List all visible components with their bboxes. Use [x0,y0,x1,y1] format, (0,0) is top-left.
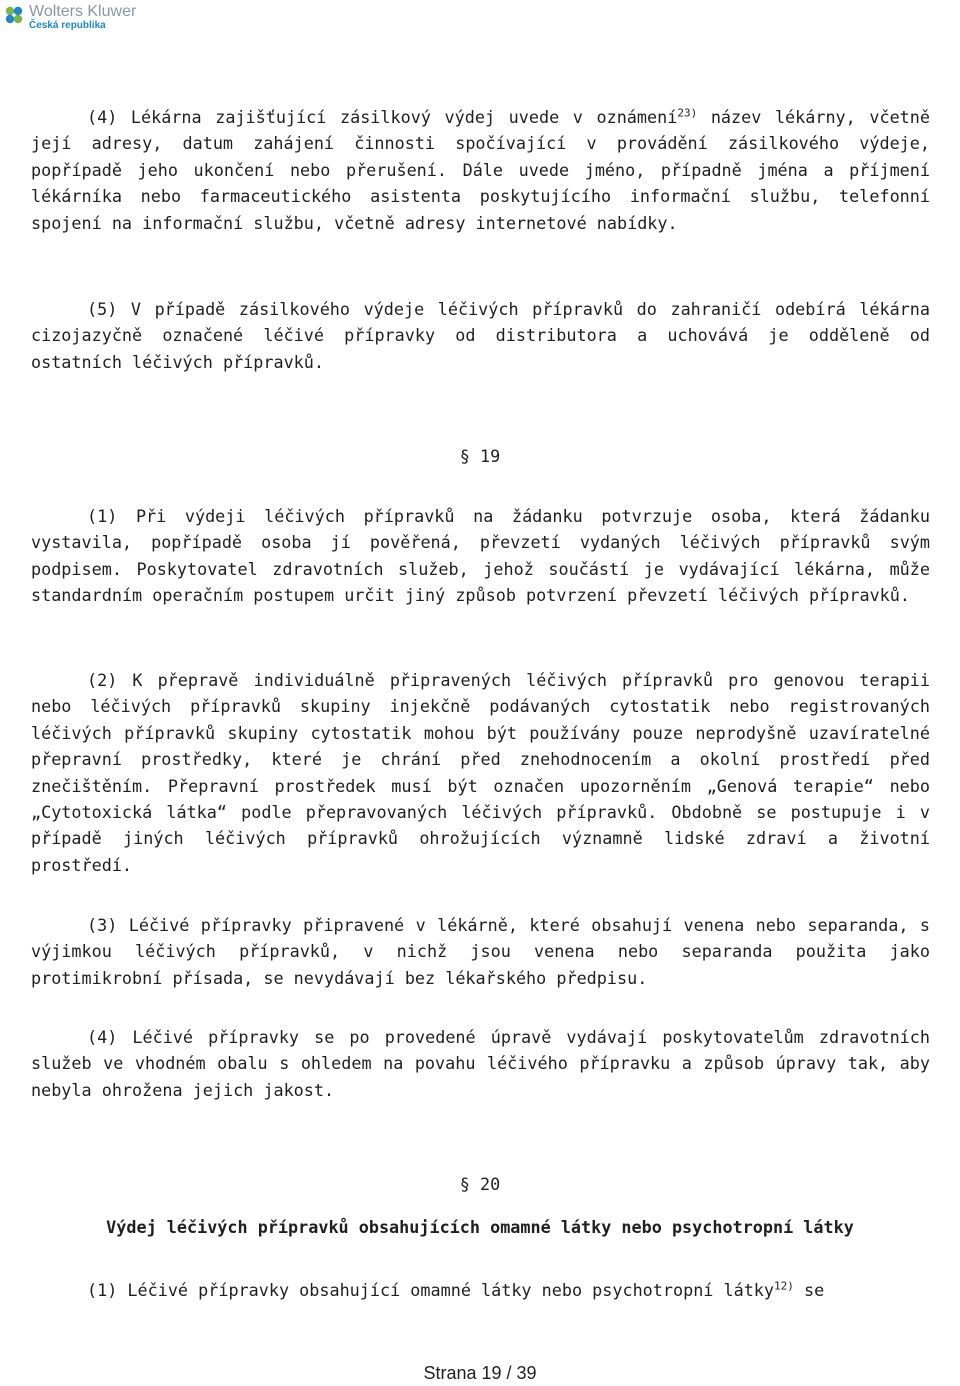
brand-name: Wolters Kluwer [29,3,137,20]
section-20-paragraph-1-text-a: (1) Léčivé přípravky obsahující omamné látky nebo psychotropní látky [87,1280,775,1300]
footnote-ref-23[interactable]: 23) [677,106,698,120]
footnote-ref-12[interactable]: 12) [774,1279,794,1293]
section-19-heading: § 19 [459,446,501,466]
section-20-paragraph-1-text-b: se [793,1280,825,1300]
section-20-paragraph-1 [31,1277,930,1303]
section-19-paragraph-1: (1) Při výdeji léčivých přípravků na žádanku potvrzuje osoba, která žádanku vystavila, popřípadě osoba jí pověřená, převzetí vydaných léčivých přípravků svým podpisem. Poskytovatel zdravotních služeb, jehož součástí je vydávající lékárna, může standardním operačním postupem určit jiný způsob potvrzení převzetí léčivých přípravků. [31,506,930,606]
section-20-heading: § 20 [459,1174,501,1194]
paragraph-4-text-a: (4) Lékárna zajišťující zásilkový výdej uvede v oznámení [87,107,678,127]
section-19-paragraph-4: (4) Léčivé přípravky se po provedené úpravě vydávají poskytovatelům zdravotních služeb ve vhodném obalu s ohledem na povahu léčivého přípravku a způsob úpravy tak, aby nebyla ohrožena jejich jakost. [31,1027,930,1100]
page-number: Strana 19 / 39 [423,1363,537,1383]
brand-subtitle: Česká republika [29,20,106,31]
section-19-paragraph-3: (3) Léčivé přípravky připravené v lékárně, které obsahují venena nebo separanda, s výjimkou léčivých přípravků, v nichž jsou venena nebo separanda použita jako protimikrobní přísada, se nevydávají bez lékařského předpisu. [31,915,930,988]
wolters-kluwer-logo [4,4,136,31]
section-20-title: Výdej léčivých přípravků obsahujících omamné látky nebo psychotropní látky [106,1217,854,1237]
paragraph-4 [31,104,930,236]
section-19-paragraph-2: (2) K přepravě individuálně připravených léčivých přípravků pro genovou terapii nebo léčivých přípravků skupiny injekčně podávaných cytostatik nebo registrovaných léčivých přípravků skupiny cytostatik mohou být používány pouze neprodyšně uzavíratelné přepravní prostředky, které je chrání před znehodnocením a okolní prostředí před znečištěním. Přepravní prostředek musí být označen upozorněním „Genová terapie“ nebo „Cytotoxická látka“ podle přepravovaných léčivých přípravků. Obdobně se postupuje i v případě jiných léčivých přípravků ohrožujících významně lidské zdraví a životní prostředí. [31,670,930,875]
paragraph-5: (5) V případě zásilkového výdeje léčivých přípravků do zahraničí odebírá lékárna cizojazyčně označené léčivé přípravky od distributora a uchovává je odděleně od ostatních léčivých přípravků. [31,299,930,372]
logo-mark-icon [4,5,24,25]
paragraph-4-text-b: název lékárny, včetně její adresy, datum zahájení činnosti spočívající v provádění zásilkového výdeje, popřípadě jeho ukončení nebo přerušení. Dále uvede jméno, případně jména a příjmení lékárníka nebo farmaceutického asistenta poskytujícího informační službu, telefonní spojení na informační službu, včetně adresy internetové nabídky. [31,107,930,233]
